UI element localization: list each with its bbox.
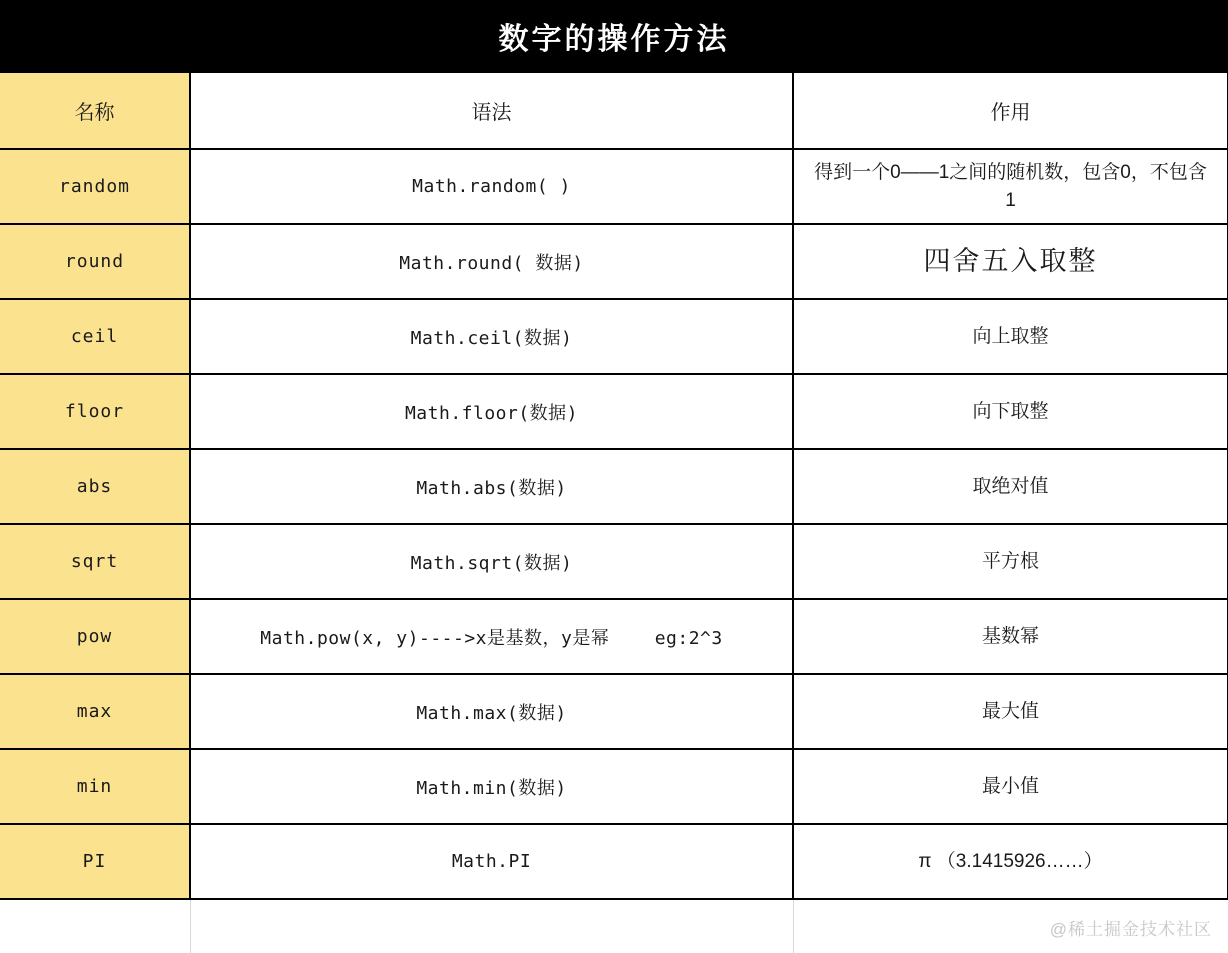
watermark-cell bbox=[793, 899, 1228, 953]
method-effect-cell: 基数幂 bbox=[793, 599, 1228, 674]
method-effect-cell: 取绝对值 bbox=[793, 449, 1228, 524]
method-effect-cell: 最大值 bbox=[793, 674, 1228, 749]
method-syntax-cell: Math.pow(x, y)---->x是基数，y是幂 eg:2^3 bbox=[190, 599, 793, 674]
table-row bbox=[0, 374, 1228, 449]
table-row bbox=[0, 599, 1228, 674]
empty-cell bbox=[190, 899, 793, 953]
table-footer-row bbox=[0, 899, 1228, 953]
method-name-cell: floor bbox=[0, 374, 190, 449]
method-name-cell: abs bbox=[0, 449, 190, 524]
method-name-cell: max bbox=[0, 674, 190, 749]
method-effect-cell: 平方根 bbox=[793, 524, 1228, 599]
method-name-cell: pow bbox=[0, 599, 190, 674]
method-effect-cell: 最小值 bbox=[793, 749, 1228, 824]
column-header-name: 名称 bbox=[0, 72, 190, 149]
method-syntax-cell: Math.min(数据) bbox=[190, 749, 793, 824]
table-row bbox=[0, 824, 1228, 899]
method-name-cell: min bbox=[0, 749, 190, 824]
method-name-cell: PI bbox=[0, 824, 190, 899]
watermark: @稀土掘金技术社区 bbox=[1049, 919, 1212, 939]
method-syntax-cell: Math.abs(数据) bbox=[190, 449, 793, 524]
math-methods-table bbox=[0, 71, 1228, 953]
method-name-cell: sqrt bbox=[0, 524, 190, 599]
table-row bbox=[0, 674, 1228, 749]
column-header-syntax: 语法 bbox=[190, 72, 793, 149]
table-row bbox=[0, 449, 1228, 524]
method-syntax-cell: Math.sqrt(数据) bbox=[190, 524, 793, 599]
table-header-row bbox=[0, 72, 1228, 149]
method-syntax-cell: Math.max(数据) bbox=[190, 674, 793, 749]
method-effect-cell: 得到一个0——1之间的随机数，包含0，不包含1 bbox=[793, 149, 1228, 224]
method-name-cell: random bbox=[0, 149, 190, 224]
method-syntax-cell: Math.random( ) bbox=[190, 149, 793, 224]
table-row bbox=[0, 524, 1228, 599]
method-syntax-cell: Math.ceil(数据) bbox=[190, 299, 793, 374]
method-effect-cell: 四舍五入取整 bbox=[793, 224, 1228, 299]
page-title: 数字的操作方法 bbox=[498, 22, 730, 56]
table-row bbox=[0, 749, 1228, 824]
method-syntax-cell: Math.floor(数据) bbox=[190, 374, 793, 449]
method-name-cell: round bbox=[0, 224, 190, 299]
table-row bbox=[0, 224, 1228, 299]
method-effect-cell: 向上取整 bbox=[793, 299, 1228, 374]
column-header-effect: 作用 bbox=[793, 72, 1228, 149]
table-row bbox=[0, 299, 1228, 374]
method-name-cell: ceil bbox=[0, 299, 190, 374]
method-syntax-cell: Math.PI bbox=[190, 824, 793, 899]
method-effect-cell: 向下取整 bbox=[793, 374, 1228, 449]
method-syntax-cell: Math.round( 数据) bbox=[190, 224, 793, 299]
table-row bbox=[0, 149, 1228, 224]
method-effect-cell: π （3.1415926……） bbox=[793, 824, 1228, 899]
title-bar bbox=[0, 0, 1228, 71]
empty-cell bbox=[0, 899, 190, 953]
